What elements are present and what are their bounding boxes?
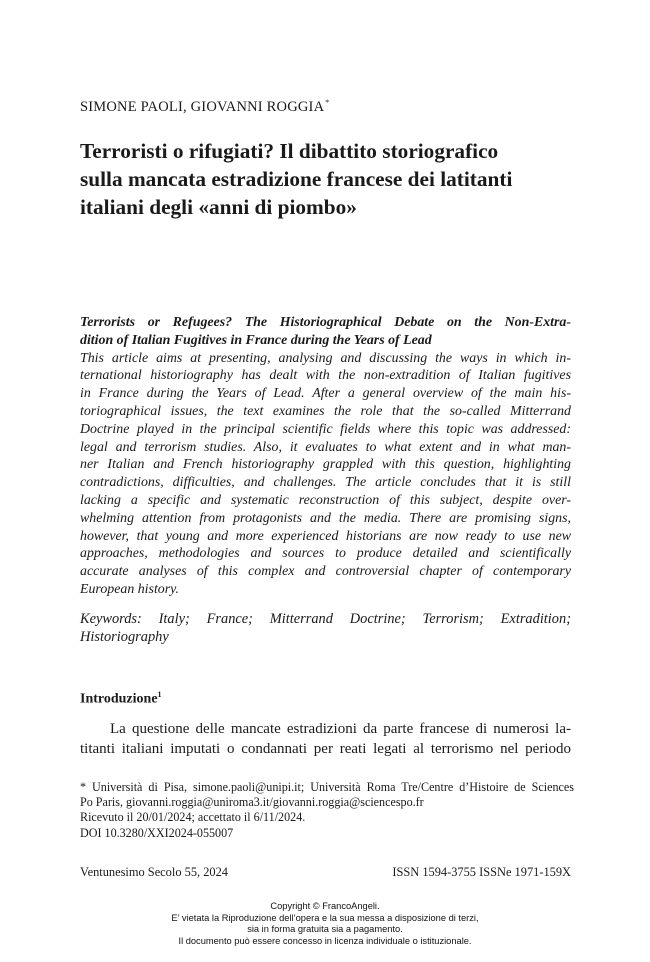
footnote-line: Po Paris, giovanni.roggia@uniroma3.it/giovanni.roggia@sciencespo.fr xyxy=(80,795,424,810)
copyright-line: sia in forma gratuita sia a pagamento. xyxy=(247,924,403,935)
english-title-line: Terrorists or Refugees? The Historiographical Debate on the Non-Extra- xyxy=(80,315,571,330)
author-footnote-mark: * xyxy=(325,98,330,107)
issn-info: ISSN 1594-3755 ISSNe 1971-159X xyxy=(392,865,571,879)
abstract-line: toriographical issues, the text examines the role that the so-called Mitterrand xyxy=(80,403,571,419)
authors-names: SIMONE PAOLI, GIOVANNI ROGGIA xyxy=(80,98,325,115)
english-title-line: dition of Italian Fugitives in France during the Years of Lead xyxy=(80,332,432,348)
copyright-line: Copyright © FrancoAngeli. xyxy=(270,901,380,911)
abstract-line: whelming attention from protagonists and the media. There are promising signs, xyxy=(80,510,571,526)
abstract-line: lacking a specific and systematic reconstruction of this subject, despite over- xyxy=(80,492,571,508)
abstract-line: European history. xyxy=(80,581,180,597)
abstract-line: ner Italian and French historiography grappled with this question, highlighting xyxy=(80,457,571,473)
section-heading-text: Introduzione xyxy=(80,691,158,707)
body-paragraph xyxy=(80,719,571,759)
section-heading xyxy=(80,686,380,709)
abstract-line: however, that young and more experienced historians are now ready to use new xyxy=(80,528,571,544)
body-line: La questione delle mancate estradizioni da parte francese di numerosi la- xyxy=(110,721,571,737)
abstract xyxy=(80,314,571,599)
footnote-line: Ricevuto il 20/01/2024; accettato il 6/11/2024. xyxy=(80,810,306,825)
copyright-notice xyxy=(0,901,650,948)
page-footer xyxy=(80,864,571,880)
keywords-line: Historiography xyxy=(80,629,169,645)
keywords xyxy=(80,610,571,646)
article-title xyxy=(80,137,570,221)
title-line: sulla mancata estradizione francese dei latitanti xyxy=(80,167,513,191)
author-line xyxy=(80,94,570,116)
abstract-line: legal and terrorism studies. Also, it evaluates to what extent and in what man- xyxy=(80,439,571,455)
abstract-line: accurate analyses of this complex and controversial chapter of contemporary xyxy=(80,564,571,580)
abstract-line: Doctrine played in the principal scientific fields where this topic was addressed: xyxy=(80,421,571,437)
footnote-line: DOI 10.3280/XXI2024-055007 xyxy=(80,825,234,840)
abstract-line: This article aims at presenting, analysing and discussing the ways in which in- xyxy=(80,350,571,366)
abstract-line: ternational historiography has dealt with the non-extradition of Italian fugitives xyxy=(80,368,571,384)
abstract-line: contradictions, difficulties, and challenges. The article concludes that it is still xyxy=(80,475,571,491)
keywords-line: Keywords: Italy; France; Mitterrand Doctrine; Terrorism; Extradition; xyxy=(80,611,571,627)
footnote-ref: 1 xyxy=(157,690,162,699)
title-line: italiani degli «anni di piombo» xyxy=(80,195,357,219)
copyright-line: E’ vietata la Riproduzione dell’opera e la sua messa a disposizione di terzi, xyxy=(171,912,479,923)
abstract-line: approaches, methodologies and sources to produce detailed and scientifically xyxy=(80,546,571,562)
journal-info: Ventunesimo Secolo 55, 2024 xyxy=(80,865,228,879)
copyright-line: Il documento può essere concesso in licenza individuale o istituzionale. xyxy=(178,936,472,947)
title-line: Terroristi o rifugiati? Il dibattito storiografico xyxy=(80,139,499,163)
abstract-line: in France during the Years of Lead. After a general overview of the main his- xyxy=(80,386,571,402)
footnotes xyxy=(80,780,574,841)
footnote-line: * Università di Pisa, simone.paoli@unipi.it; Università Roma Tre/Centre d’Histoire de Sciences xyxy=(80,780,574,794)
body-line: titanti italiani imputati o condannati per reati legati al terrorismo nel periodo xyxy=(80,741,571,757)
